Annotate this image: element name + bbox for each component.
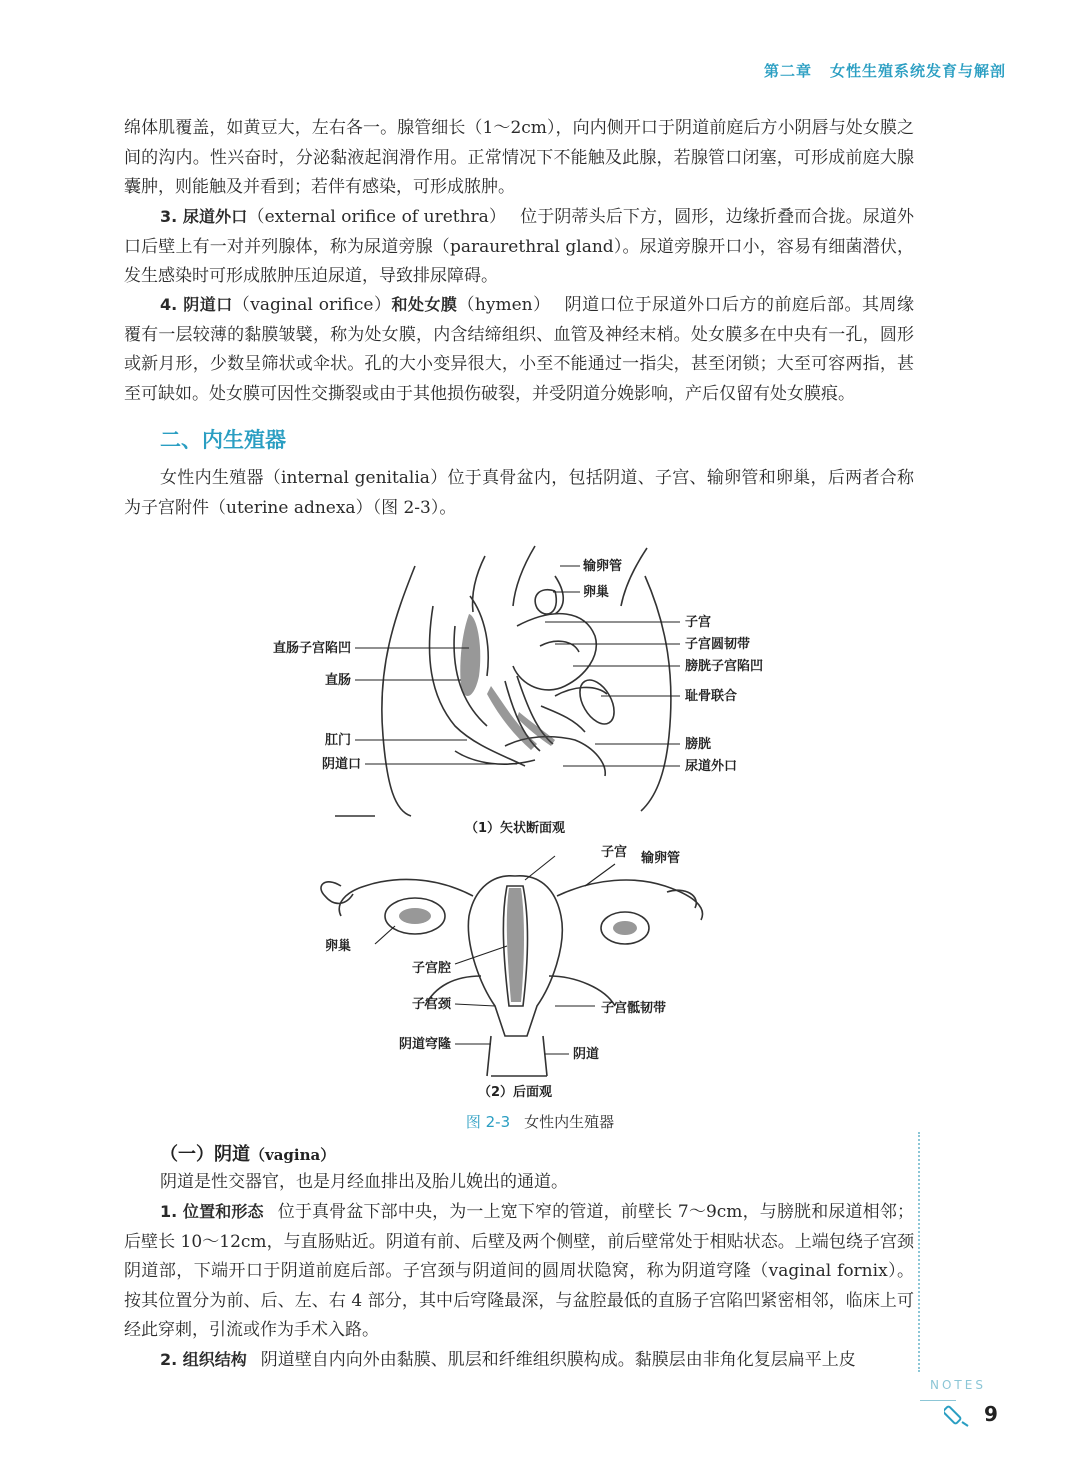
item-v1-lead: 1. 位置和形态 (160, 1202, 264, 1221)
caption-number: 图 2-3 (465, 1113, 511, 1131)
paragraph-vagina-intro: 阴道是性交器官，也是月经血排出及胎儿娩出的通道。 (160, 1172, 568, 1192)
paragraph-vaginal-orifice (124, 290, 914, 409)
label-rectum: 直肠 (324, 673, 351, 688)
notes-margin-line (918, 1132, 920, 1372)
label-uterine-cavity: 子宫腔 (411, 961, 451, 976)
label-posterior-fallopian-tube: 输卵管 (641, 851, 681, 866)
subsection-title (160, 1140, 335, 1166)
header-title: 女性生殖系统发育与解剖 (829, 62, 1006, 80)
label-rectouterine-pouch: 直肠子宫陷凹 (272, 641, 351, 656)
label-cervix: 子宫颈 (411, 997, 451, 1012)
subsection-term: （vagina） (250, 1146, 336, 1164)
item4-lead: 4. 阴道口 (160, 295, 233, 314)
posterior-leaders (375, 856, 615, 1054)
label-anus: 肛门 (324, 733, 351, 748)
subcaption-sagittal: （1）矢状断面观 (464, 821, 566, 836)
posterior-shading (399, 888, 637, 1002)
item-v2-lead: 2. 组织结构 (160, 1350, 247, 1369)
caption-title: 女性内生殖器 (524, 1113, 615, 1131)
sagittal-shading (460, 614, 555, 750)
item3-text: 位于阴蒂头后下方，圆形，边缘折叠而合拢。尿道外口后壁上有一对并列腺体，称为尿道旁腺（paraurethral gland）。尿道旁腺开口小，容易有细菌潜伏，发生感染时可形成脓肿压迫尿道，导致排尿障碍。 (124, 207, 914, 286)
figure-caption (0, 1111, 1080, 1132)
label-uterosacral-ligament: 子宫骶韧带 (601, 1001, 667, 1016)
sagittal-illustration (335, 546, 671, 816)
label-round-ligament: 子宫圆韧带 (685, 637, 751, 652)
pencil-icon (944, 1400, 972, 1428)
label-bladder: 膀胱 (685, 737, 712, 752)
paragraph-gland: 绵体肌覆盖，如黄豆大，左右各一。腺管细长（1～2cm），向内侧开口于阴道前庭后方小阴唇与处女膜之间的沟内。性兴奋时，分泌黏液起润滑作用。正常情况下不能触及此腺，若腺管口闭塞，可形成前庭大腺囊肿，则能触及并看到；若伴有感染，可形成脓肿。 (124, 118, 914, 197)
section-title: 二、内生殖器 (160, 428, 286, 452)
sagittal-leaders-left (355, 648, 517, 764)
notes-label: NOTES (930, 1378, 986, 1392)
label-external-urethral-orifice: 尿道外口 (685, 759, 738, 774)
label-uterus: 子宫 (685, 615, 712, 630)
page-number: 9 (984, 1402, 998, 1426)
label-pubic-symphysis: 耻骨联合 (685, 689, 738, 704)
label-vaginal-orifice: 阴道口 (321, 757, 361, 772)
item4-term2: （hymen） (457, 295, 551, 315)
figure-internal-genitalia (255, 536, 775, 1106)
item4-term1: （vaginal orifice） (232, 295, 392, 315)
label-posterior-ovary: 卵巢 (325, 939, 352, 954)
subsection-title-text: （一）阴道 (160, 1144, 250, 1165)
running-header (764, 60, 1006, 81)
subcaption-posterior: （2）后面观 (477, 1085, 553, 1100)
label-vesicouterine-pouch: 膀胱子宫陷凹 (685, 659, 764, 674)
item-v1-text: 位于真骨盆下部中央，为一上宽下窄的管道，前壁长 7～9cm，与膀胱和尿道相邻；后壁长 10～12cm，与直肠贴近。阴道有前、后壁及两个侧壁，前后壁常处于相贴状态。上端包绕子宫颈阴道部，下端开口于阴道前庭后部。子宫颈与阴道间的圆周状隐窝，称为阴道穹隆（vaginal fornix）。按其位置分为前、后、左、右 4 部分，其中后穹隆最深，与盆腔最低的直肠子宫陷凹紧密相邻，临床上可经此穿刺，引流或作为手术入路。 (124, 1202, 914, 1340)
label-fallopian-tube: 输卵管 (583, 559, 623, 574)
label-vagina: 阴道 (573, 1047, 600, 1062)
item4-lead2: 和处女膜 (391, 295, 458, 314)
label-ovary: 卵巢 (583, 585, 610, 600)
paragraph-urethra (124, 202, 914, 292)
sagittal-leaders-right (545, 566, 680, 766)
item3-term: （external orifice of urethra） (247, 207, 507, 227)
header-chapter: 第二章 (763, 62, 812, 80)
item3-lead: 3. 尿道外口 (160, 207, 248, 226)
label-posterior-uterus: 子宫 (601, 845, 628, 860)
item-v2-text: 阴道壁自内向外由黏膜、肌层和纤维组织膜构成。黏膜层由非角化复层扁平上皮 (260, 1350, 856, 1370)
paragraph-internal-genitalia: 女性内生殖器（internal genitalia）位于真骨盆内，包括阴道、子宫、输卵管和卵巢，后两者合称为子宫附件（uterine adnexa）（图 2-3）。 (124, 468, 914, 518)
paragraph-vagina-structure (124, 1345, 914, 1376)
label-vaginal-fornix: 阴道穹隆 (398, 1037, 451, 1052)
item4-text: 阴道口位于尿道外口后方的前庭后部。其周缘覆有一层较薄的黏膜皱襞，称为处女膜，内含结缔组织、血管及神经末梢。处女膜多在中央有一孔，圆形或新月形，少数呈筛状或伞状。孔的大小变异很大，小至不能通过一指尖，甚至闭锁；大至可容两指，甚至可缺如。处女膜可因性交撕裂或由于其他损伤破裂，并受阴道分娩影响，产后仅留有处女膜痕。 (124, 295, 914, 404)
paragraph-vagina-position (124, 1197, 914, 1346)
